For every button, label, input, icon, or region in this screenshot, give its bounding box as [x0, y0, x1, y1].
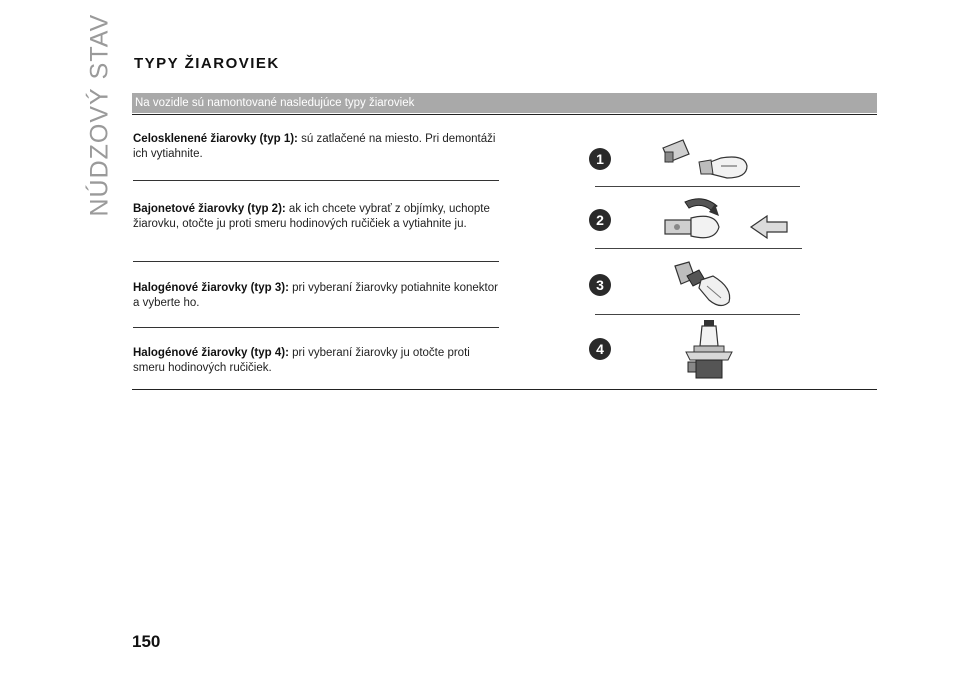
badge-4: 4	[589, 338, 611, 360]
entry-text: pri vyberaní žiarovky potiahnite konektor a vyberte ho.	[133, 282, 498, 309]
badge-3: 3	[589, 274, 611, 296]
badge-2: 2	[589, 209, 611, 231]
bulb-type-entry-4	[133, 346, 499, 376]
bulb-type-entry-1	[133, 132, 499, 180]
page-title: TYPY ŽIAROVIEK	[134, 55, 280, 72]
bulb-types-figure	[585, 128, 810, 386]
bulb-type-entry-2	[133, 202, 499, 261]
entry-divider	[133, 327, 499, 328]
entry-label: Celosklenené žiarovky (typ 1):	[133, 133, 298, 145]
figure-row-4	[585, 318, 810, 386]
entry-label: Halogénové žiarovky (typ 3):	[133, 282, 289, 294]
halogen-bulb-icon	[665, 258, 765, 316]
bottom-divider	[132, 389, 877, 390]
bulb-type-list	[133, 132, 499, 376]
figure-row-1	[585, 128, 810, 192]
figure-row-3	[585, 256, 810, 320]
wedge-bulb-icon	[655, 132, 765, 188]
bulb-type-entry-3	[133, 281, 499, 327]
entry-text: pri vyberaní žiarovky ju otočte proti smeru hodinových ručičiek.	[133, 347, 470, 374]
entry-label: Bajonetové žiarovky (typ 2):	[133, 203, 286, 215]
figure-divider	[595, 186, 800, 187]
section-tab	[82, 13, 122, 220]
intro-divider	[132, 114, 877, 115]
badge-1: 1	[589, 148, 611, 170]
entry-divider	[133, 261, 499, 262]
bayonet-bulb-icon	[655, 194, 795, 250]
figure-row-2	[585, 192, 810, 256]
figure-divider	[595, 314, 800, 315]
entry-text: ak ich chcete vybrať z objímky, uchopte žiarovku, otočte ju proti smeru hodinových ručičiek a vytiahnite ju.	[133, 203, 490, 230]
intro-text: Na vozidle sú namontované nasledujúce typy žiaroviek	[135, 97, 415, 109]
page-number: 150	[132, 632, 161, 651]
entry-divider	[133, 180, 499, 181]
section-tab-label: NÚDZOVÝ STAV	[85, 13, 114, 217]
figure-divider	[595, 248, 802, 249]
entry-label: Halogénové žiarovky (typ 4):	[133, 347, 289, 359]
intro-bar	[132, 93, 877, 113]
halogen-base-bulb-icon	[680, 318, 740, 382]
entry-text: sú zatlačené na miesto. Pri demontáži ich vytiahnite.	[133, 133, 496, 160]
